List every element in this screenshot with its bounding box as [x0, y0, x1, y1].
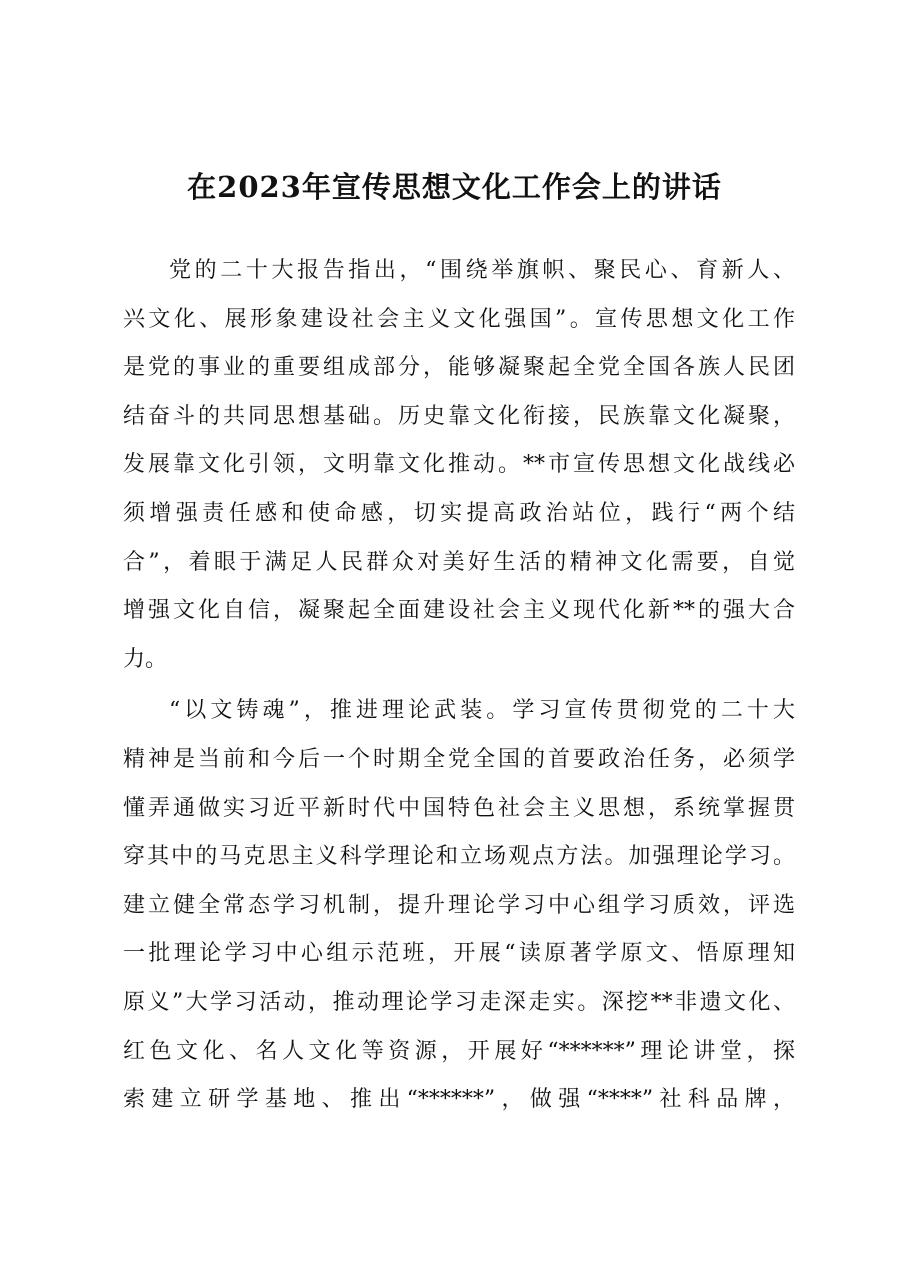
text-line: 结奋斗的共同思想基础。历史靠文化衔接，民族靠文化凝聚， [123, 403, 795, 429]
text-line: 懂弄通做实习近平新时代中国特色社会主义思想，系统掌握贯 [123, 795, 795, 821]
paragraph-2 [123, 687, 795, 1124]
text-line: 力。 [123, 646, 168, 672]
text-line: 精神是当前和今后一个时期全党全国的首要政治任务，必须学 [123, 746, 795, 772]
document-title: 在2023年宣传思想文化工作会上的讲话 [187, 170, 722, 204]
text-line: 发展靠文化引领，文明靠文化推动。**市宣传思想文化战线必 [123, 452, 795, 478]
text-line: 红色文化、名人文化等资源，开展好“******”理论讲堂，探 [123, 1038, 795, 1064]
text-line: “以文铸魂”，推进理论武装。学习宣传贯彻党的二十大 [169, 698, 795, 724]
text-line: 一批理论学习中心组示范班，开展“读原著学原文、悟原理知 [123, 941, 795, 967]
paragraph-1 [123, 247, 795, 684]
text-line: 原义”大学习活动，推动理论学习走深走实。深挖**非遗文化、 [123, 989, 795, 1015]
text-line: 兴文化、展形象建设社会主义文化强国”。宣传思想文化工作 [123, 306, 795, 332]
text-line: 建立健全常态学习机制，提升理论学习中心组学习质效，评选 [123, 892, 795, 918]
text-line: 穿其中的马克思主义科学理论和立场观点方法。加强理论学习。 [123, 844, 795, 870]
text-line: 党的二十大报告指出，“围绕举旗帜、聚民心、育新人、 [169, 258, 795, 283]
text-line: 增强文化自信，凝聚起全面建设社会主义现代化新**的强大合 [123, 598, 795, 624]
text-line: 索建立研学基地、推出“******”，做强“****”社科品牌， [123, 1087, 795, 1113]
document-body [123, 247, 795, 1128]
text-line: 是党的事业的重要组成部分，能够凝聚起全党全国各族人民团 [123, 355, 795, 381]
text-line: 合”，着眼于满足人民群众对美好生活的精神文化需要，自觉 [123, 549, 795, 575]
text-line: 须增强责任感和使命感，切实提高政治站位，践行“两个结 [123, 500, 795, 526]
